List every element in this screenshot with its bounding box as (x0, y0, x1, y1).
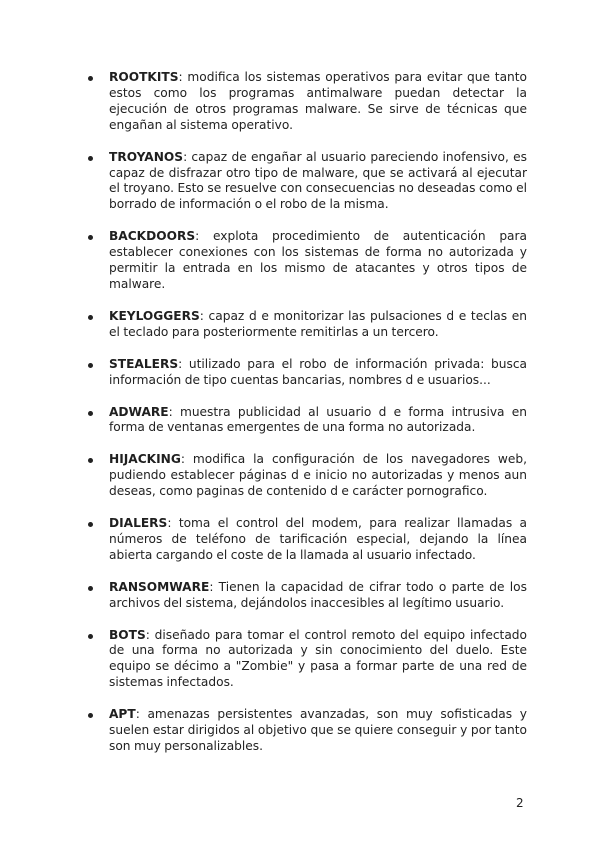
list-item (109, 70, 527, 134)
list-item-term: BACKDOORS (109, 229, 196, 244)
list-item-term: RANSOMWARE (109, 579, 210, 594)
list-item (109, 405, 527, 437)
list-item-term: STEALERS (109, 356, 179, 371)
list-item (109, 707, 527, 755)
list-item-description: : amenazas persistentes avanzadas, son muy sofisticadas y suelen estar dirigidos al objetivo que se quiere conseguir y por tanto son muy personalizables. (109, 707, 527, 753)
list-item-description: : modifica los sistemas operativos para evitar que tanto estos como los programas antimalware puedan detectar la ejecución de otros programas malware. Se sirve de técnicas que engañan al sistema operativo. (109, 70, 527, 132)
list-item-description: : explota procedimiento de autenticación para establecer conexiones con los sistemas de forma no autorizada y permitir la entrada en los mismo de atacantes y otros tipos de malware. (109, 229, 527, 291)
list-item (109, 309, 527, 341)
list-item-term: ROOTKITS (109, 70, 179, 84)
list-item-description: : Tienen la capacidad de cifrar todo o parte de los archivos del sistema, dejándolos inaccesibles al legítimo usuario. (109, 579, 527, 610)
list-item (109, 452, 527, 500)
list-item-term: DIALERS (109, 516, 168, 531)
list-item (109, 357, 527, 389)
list-item-term: HIJACKING (109, 452, 181, 467)
list-item (109, 229, 527, 293)
list-item-term: APT (109, 707, 136, 722)
list-item-description: : capaz de engañar al usuario pareciendo inofensivo, es capaz de disfrazar otro tipo de malware, que se activará al ejecutar el troyano. Esto se resuelve con consecuencias no deseadas como el borrado de información o el robo de la misma. (109, 149, 527, 212)
list-item (109, 628, 527, 692)
malware-types-list (109, 70, 527, 771)
list-item-description: : modifica la configuración de los navegadores web, pudiendo establecer páginas d e inicio no autorizadas y menos aun deseas, como paginas de contenido d e carácter pornografico. (109, 452, 527, 499)
list-item-term: TROYANOS (109, 149, 184, 164)
list-item (109, 516, 527, 564)
list-item-description: : capaz d e monitorizar las pulsaciones d e teclas en el teclado para posteriormente remitirlas a un tercero. (109, 308, 527, 339)
list-item (109, 150, 527, 214)
list-item-term: KEYLOGGERS (109, 308, 200, 323)
list-item (109, 580, 527, 612)
page-number: 2 (516, 796, 524, 810)
list-item-description: : toma el control del modem, para realizar llamadas a números de teléfono de tarificación especial, dejando la línea abierta cargando el coste de la llamada al usuario infectado. (109, 516, 527, 562)
list-item-description: : muestra publicidad al usuario d e forma intrusiva en forma de ventanas emergentes de una forma no autorizada. (109, 404, 527, 435)
list-item-description: : diseñado para tomar el control remoto del equipo infectado de una forma no autorizada y sin conocimiento del duelo. Este equipo se décimo a "Zombie" y pasa a formar parte de una red de sistemas infectados. (109, 627, 527, 690)
list-item-term: ADWARE (109, 404, 169, 419)
list-item-description: : utilizado para el robo de información privada: busca información de tipo cuentas bancarias, nombres d e usuarios... (109, 356, 527, 387)
list-item-term: BOTS (109, 627, 146, 642)
